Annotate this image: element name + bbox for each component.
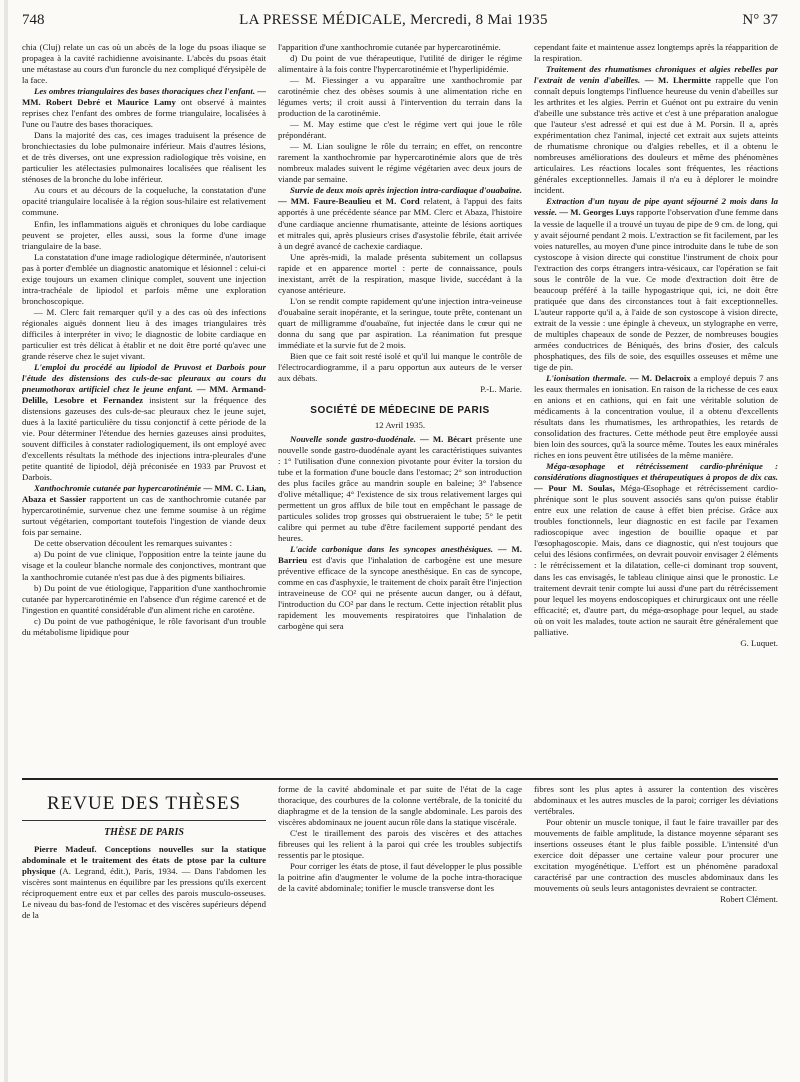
article-entry: [22, 86, 266, 130]
issue-number: N° 37: [742, 12, 778, 28]
article-entry: [534, 373, 778, 461]
article-title: Xanthochromie cutanée par hypercarotinémie: [34, 483, 201, 494]
article-entry: [534, 64, 778, 196]
paragraph: b) Du point de vue étiologique, l'apparition d'une xanthochromie cutanée par hypercarotinémie en l'absence d'un régime carencé et de l'ingestion en quantité considérable d'un aliment riche en carotène.: [22, 582, 266, 615]
article-title: Extraction d'un tuyau de pipe ayant séjourné 2 mois dans la vessie.: [534, 196, 778, 218]
article-title: Survie de deux mois après injection intra-cardiaque d'ouabaïne.: [290, 185, 522, 196]
column-2: [278, 42, 522, 772]
paragraph: C'est le tiraillement des parois des viscères et des attaches fibreuses qui les relient à la paroi qui crée les troubles subjectifs ressentis par le ptosique.: [278, 828, 522, 861]
article-text: rappelle que l'on connaît depuis longtemps l'influence heureuse du venin d'abeilles sur les arthrites et les algies. Perrin et Guénot ont pu extraire du venin d'abeille une substance très active et c'est à une préparation analogue que l'auteur s'est adressé et qui est due à M. Porsin. Il a, après expérimentation chez l'animal, injecté cet extrait aux sujets atteints de rhumatisme chronique ou d'algies rebelles, et il a obtenu le nombreuses améliorations des douleurs et même des phénomènes articulaires. Les réactions locales sont fréquentes, les réactions générales exceptionnelles. Jamais il n'a eu à déplorer le moindre incident.: [534, 75, 778, 196]
article-authors: Pierre Madeuf. Conceptions nouvelles sur la statique abdominale et le traitement des états de ptose par la culture physique: [22, 843, 266, 876]
journal-title: LA PRESSE MÉDICALE, Mercredi, 8 Mai 1935: [239, 12, 548, 28]
article-text: insistent sur la fréquence des distensions gazeuses des culs-de-sac pleuraux chez le jeune sujet, dues à la laxité particulière du tissu conjonctif à cette période de la vie. Pour déterminer l'étendue des hernies gazeuses ainsi produites, souvent difficiles à constater radiologiquement, ils ont employé avec d'excellents résultats la méthode des injections intra-pleurales d'une petite quantité de lipiodol, déjà préconisée en 1933 par Pruvost et Darbois.: [22, 395, 266, 483]
paragraph: Bien que ce fait soit resté isolé et qu'il lui manque le contrôle de l'électrocardiogramme, il a paru opportun aux auteurs de le verser aux débats.: [278, 350, 522, 383]
article-title: Traitement des rhumatismes chroniques et algies rebelles par l'extrait de venin d'abeilles.: [534, 64, 778, 86]
author-signature: P.-L. Marie.: [480, 383, 522, 394]
paragraph: d) Du point de vue thérapeutique, l'utilité de diriger le régime alimentaire à la fois contre l'hypercarotinémie et l'hyperlipidémie.: [278, 53, 522, 75]
article-text: rapportent un cas de xanthochromie cutanée par hypercarotinémie, survenue chez une femme soumise à un régime surtout végétarien, comportant toutefois l'ingestion de viande deux fois par semaine.: [22, 494, 266, 538]
paragraph: Dans la majorité des cas, ces images traduisent la présence de bronchiectasies du lobe pulmonaire inférieur. Mais d'autres lésions, et de très diverses, ont une expression radiologique très voisine, en particulier les atélectasies pulmonaires localisées que réalisent les sténoses de la bronche du lobe inférieur.: [22, 130, 266, 185]
article-text: rapporte l'observation d'une femme dans la vessie de laquelle il a trouvé un tuyau de pipe de 9 cm. de long, qui y avait séjourné pendant 2 mois. L'extraction se fit facilement, par les voies naturelles, au moyen d'une pince introduite dans le tube de son cystoscope à vision directe qui constitue l'instrument de choix pour l'extraction des corps étrangers intra-vésicaux, car l'opération se fait sous le contrôle de la vue. Ce mode d'extraction doit être de beaucoup préféré à la taille hypogastrique qui, ici, ne doit être pratiquée que dans des circonstances tout à fait exceptionnelles. L'auteur rapporte qu'il a, à l'aide de son cystoscope à vision directe, extrait de la vessie : une épingle à cheveux, un stylographe en verre, de multiples chapeaux de sonde de Pezzer, de nombreuses bougies armées conductrices de Béniqués, des brins d'osier, des calculs phosphatiques, des fils de soie, des esquilles osseuses et même une tige de pin.: [534, 207, 778, 372]
section-subheading: THÈSE DE PARIS: [104, 826, 184, 838]
author-signature: Robert Clément.: [720, 894, 778, 905]
paragraph: a) Du point de vue clinique, l'opposition entre la teinte jaune du visage et la couleur blanche normale des conjonctives, montrant que la xanthochromie cutanée n'est pas due à des pigments biliaires.: [22, 549, 266, 582]
author-signature: G. Luquet.: [740, 637, 778, 648]
article-text: relatent, à l'appui des faits apportés à une précédente séance par MM. Clerc et Abaza, l'histoire d'une cardiaque ancienne rhumatisante, atteinte de lésions aortiques et mitrales qui, après plusieurs crises d'asystolie fébrile, était arrivée à un degré avancé de cachexie cardiaque.: [278, 196, 522, 251]
paragraph: Pour obtenir un muscle tonique, il faut le faire travailler par des mouvements de faible amplitude, la distance moyenne séparant ses insertions osseuses étant le plus faible possible. L'intensité d'un exercice doit dépasser une certaine valeur pour procurer une excitation myogénétique. L'effort est un phénomène paradoxal caractérisé par une contraction des muscles abdominaux dans les mouvements où seuls leurs antagonistes devraient se contracter.: [534, 817, 778, 894]
session-date: 12 Avril 1935.: [374, 419, 426, 430]
article-authors: — MM. Faure-Beaulieu et M. Cord: [278, 196, 420, 207]
column-1: [22, 42, 266, 772]
thesis-column-3: [534, 784, 778, 1074]
article-title: Méga-œsophage et rétrécissement cardio-phrénique : considérations diagnostiques et thérapeutiques à propos de dix cas.: [534, 461, 778, 483]
article-authors: — M. Barrieu: [278, 543, 522, 565]
article-entry: [534, 461, 778, 638]
paragraph: — M. May estime que c'est le régime vert qui joue le rôle prépondérant.: [278, 119, 522, 141]
paragraph: Au cours et au décours de la coqueluche, la constatation d'une opacité triangulaire localisée à la région sous-hilaire est relativement commune.: [22, 185, 266, 218]
paragraph: — M. Lian souligne le rôle du terrain; en effet, on rencontre rarement la xanthochromie par hypercarotinémie alors que de très nombreux malades suivent le régime végétarien avec deux jours de viande par semaine.: [278, 141, 522, 185]
paragraph: De cette observation découlent les remarques suivantes :: [34, 538, 233, 549]
paragraph: L'on se rendit compte rapidement qu'une injection intra-veineuse d'ouabaïne serait inopérante, et la seringue, toute prête, contenant un quart de milligramme d'ouabaïne, fut injectée dans le cœur qui ne donna du sang que par aspiration. La réanimation fut presque immédiate et la survie fut de 2 mois.: [278, 295, 522, 350]
thesis-review-columns: [22, 784, 778, 1074]
article-title: Nouvelle sonde gastro-duodénale.: [290, 433, 416, 444]
article-text: Méga-Œsophage et rétrécissement cardio-phrénique sont le plus souvent associés sans qu'on puisse établir entre eux une relation de cause à effet bien précise. Grâce aux troubles fonctionnels, leur diagnostic en est facile par l'examen radioscopique avec ingestion de bouillie opaque et par l'œsophagoscopie. Mais, dans ce diagnostic, qui n'est toujours que celui des lésions confirmées, on devrait pouvoir envisager 2 éléments : le rétrécissement et la dilatation, celle-ci dominant trop souvent, dans les cas envisagés, le tableau clinique ainsi que le pronostic. Le traitement devrait tenir compte lui aussi d'une part du rétrécissement pour lequel les moyens endoscopiques et chirurgicaux ont une réelle efficacité; et, d'autre part, du méga-œsophage pour lequel, au stade où on voit les malades, toute action ne saurait être généralement que palliative.: [534, 483, 778, 637]
paragraph: l'apparition d'une xanthochromie cutanée par hypercarotinémie.: [278, 42, 501, 52]
article-authors: — MM. Armand-Delille, Lesobre et Fernandez: [22, 383, 266, 405]
thesis-text-1: [22, 844, 266, 921]
society-heading: SOCIÉTÉ DE MÉDECINE DE PARIS: [310, 405, 490, 416]
paragraph: chia (Cluj) relate un cas où un abcès de la loge du psoas iliaque se propagea à la cavité rachidienne avoisinante. L'abcès du psoas était une métastase au cours d'un furoncle du nez compliqué d'érysipèle de la face.: [22, 42, 266, 86]
section-divider: [22, 778, 778, 780]
article-authors: — MM. Robert Debré et Maurice Lamy: [22, 86, 266, 108]
running-header: [22, 12, 778, 36]
section-heading: REVUE DES THÈSES: [22, 792, 266, 821]
article-text: est d'avis que l'inhalation de carbogène est une mesure préventive efficace de la syncope anesthésique. En cas de syncope, comme en cas d'asphyxie, le traitement de choix paraît être l'injection intraveineuse de CO² qui ne présente aucun danger, ou à défaut, l'introduction du CO² par dans le rectum. Cette injection rétablit plus rapidement les mouvements respiratoires que l'inhalation de carbogène qui sera: [278, 554, 522, 632]
article-text: (A. Legrand, édit.), Paris, 1934. — Dans l'abdomen les viscères sont maintenus en équilibre par les pressions qu'ils exercent réciproquement entre eux et par celles des parois musculo-osseuses. Le niveau du bas-fond de l'estomac et des viscères supérieurs dépend de la: [22, 865, 266, 920]
paragraph: forme de la cavité abdominale et par suite de l'état de la cage thoracique, des courbures de la colonne vertébrale, de la tonicité du diaphragme et de la tension de la sangle abdominale. Les parois des viscères abdominaux ne jouent aucun rôle dans la statique viscérale.: [278, 784, 522, 828]
paragraph: — M. Fiessinger a vu apparaître une xanthochromie par carotinémie chez des obèses soumis à une alimentation riche en légumes verts; il croit aussi à l'intervention du terrain dans la production de la carotinémie.: [278, 75, 522, 119]
paragraph: Pour corriger les états de ptose, il faut développer le plus possible la poitrine afin d'augmenter le volume de la poche intra-thoracique de la cavité abdominale; tonifier le muscle transverse dont les: [278, 861, 522, 894]
article-entry: [278, 544, 522, 632]
scan-edge: [4, 0, 8, 1082]
article-title: L'acide carbonique dans les syncopes anesthésiques.: [290, 543, 494, 554]
article-entry: [22, 362, 266, 483]
article-entry: [22, 483, 266, 538]
article-title: L'ionisation thermale.: [546, 372, 627, 383]
article-entry: [278, 185, 522, 251]
paragraph: Enfin, les inflammations aiguës et chroniques du lobe cardiaque peuvent se projeter, elles aussi, sous la forme d'une image triangulaire de la base.: [22, 218, 266, 251]
article-entry: [534, 196, 778, 373]
article-entry: [22, 844, 266, 921]
column-3: [534, 42, 778, 772]
article-authors: — M. Georges Luys: [559, 207, 635, 218]
paragraph: La constatation d'une image radiologique déterminée, n'autorisent pas à porter d'emblée un diagnostic anatomique et lésionnel : celui-ci exige toujours un examen clinique complet, souvent une injection intra-trachéale de lipiodol et parfois même une exploration bronchoscopique.: [22, 251, 266, 306]
article-authors: — Pour M. Soulas,: [534, 483, 615, 494]
article-authors: — M. Delacroix: [629, 372, 691, 383]
paragraph: fibres sont les plus aptes à assurer la contention des viscères abdominaux et les autres muscles de la paroi; corriger les déviations vertébrales.: [534, 784, 778, 817]
page-number: 748: [22, 12, 45, 28]
article-text: a employé depuis 7 ans les eaux thermales en ionisation. En raison de la richesse de ces eaux en anions et en cathions, qui en fait une véritable solution de médicaments à la concentration voulue, il a obtenu d'excellents résultats dans les rhumatismes, les arthropathies, les retards de consolidation des fractures. Cette méthode peut être employée aussi bien loin des sources, qu'à la source même. Toutes les eaux minérales riches en ions peuvent être utilisées de la même manière.: [534, 372, 778, 461]
thesis-column-1: [22, 784, 266, 1074]
article-title: L'emploi du procédé au lipiodol de Pruvost et Darbois pour l'étude des distensions des culs-de-sac pleuraux au cours du pneumothorax artificiel chez le jeune enfant.: [22, 361, 266, 394]
article-text: présente une nouvelle sonde gastro-duodénale ayant les caractéristiques suivantes : 1° l'utilisation d'une connexion pivotante pour éviter la torsion du tube et la formation d'une boucle dans l'estomac; 2° son introduction des plus faciles grâce au mandrin souple en baleine; 3° l'absence d'olive métallique; 4° l'existence de six trous relativement larges qui permettent un gros afflux de bile tout en empêchant le passage de particules solides trop grosses qui obstrueraient le tube; 5° le petit calibre qui permet au tube d'être facilement supporté pendant des heures.: [278, 433, 522, 543]
article-authors: — MM. C. Lian, Abaza et Sassier: [22, 483, 266, 505]
paragraph: c) Du point de vue pathogénique, le rôle favorisant d'un trouble du métabolisme lipidique pour: [22, 615, 266, 637]
paragraph: cependant faite et maintenue assez longtemps après la réapparition de la respiration.: [534, 42, 778, 64]
article-columns: [22, 42, 778, 772]
article-authors: — M. Lhermitte: [644, 75, 711, 86]
thesis-column-2: [278, 784, 522, 1074]
paragraph: Une après-midi, la malade présenta subitement un collapsus rapide et en apparence mortel : perte de connaissance, pouls inexistant, arrêt de la respiration, masque livide, succédant à la cyanose antérieure.: [278, 251, 522, 295]
article-entry: [278, 434, 522, 544]
paragraph: — M. Clerc fait remarquer qu'il y a des cas où des infections régionales aiguës donnent lieu à des images triangulaires très difficiles à interpréter in vivo; le diagnostic de lobite cardiaque en particulier est très délicat à établir et ne doit être porté qu'avec une grande réserve chez le sujet vivant.: [22, 306, 266, 361]
article-text: ont observé à maintes reprises chez l'enfant des ombres de forme triangulaire, localisées à l'une ou l'autre des bases thoraciques.: [22, 97, 266, 130]
article-authors: — M. Bécart: [420, 433, 473, 444]
article-title: Les ombres triangulaires des bases thoraciques chez l'enfant.: [34, 86, 256, 97]
